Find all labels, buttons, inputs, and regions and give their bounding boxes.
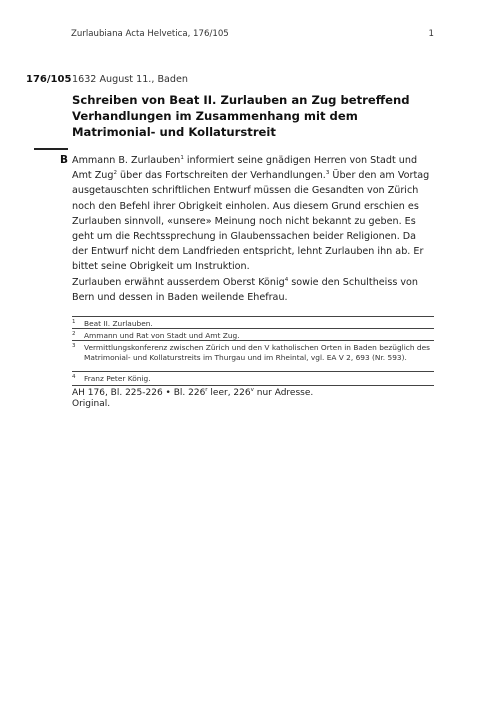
footnote-4 — [72, 371, 434, 386]
source-line-2: Original. — [72, 399, 111, 410]
summary-text-run: Über den am Vortag ausgetauschten schriftlichen Entwurf müssen die Gesandten von Zürich noch den Befehl ihrer Obrigkeit einholen. Aus diesem Grund erschien es Zurlauben sinnvoll, «unsere» Meinung noch nicht bekannt zu geben. Es geht um die Rechtssprechung in Glaubenssachen beider Religionen. Da der Entwurf nicht dem Landfrieden entspricht, lehnt Zurlauben ihn ab. Er bittet seine Obrigkeit um Instruktion. — [72, 170, 430, 273]
source-line-1 — [72, 388, 434, 399]
summary-text-run: Zurlauben erwähnt ausserdem Oberst König — [72, 276, 285, 288]
verso-mark: v — [250, 387, 254, 393]
document-date-place: 1632 August 11., Baden — [72, 74, 188, 85]
footnote-text: Franz Peter König. — [84, 374, 151, 383]
footnote-text: Beat II. Zurlauben. — [84, 319, 153, 328]
summary-text-run: informiert seine gnädigen Herren von Stadt und Amt Zug — [72, 155, 418, 182]
summary-text-run: sowie den Schultheiss von Bern und dessen in Baden weilende Ehefrau. — [72, 276, 419, 303]
footnote-number: 2 — [72, 331, 76, 337]
footnote-3 — [72, 340, 434, 372]
summary-paragraph-1 — [72, 153, 434, 275]
footnote-number: 4 — [72, 374, 76, 380]
page-number: 1 — [428, 29, 434, 39]
source-text-run: AH 176, Bl. 225-226 • Bl. 226 — [72, 388, 206, 398]
footnote-ref-2[interactable]: 2 — [113, 170, 117, 177]
document-heading: Schreiben von Beat II. Zurlauben an Zug betreffend Verhandlungen im Zusammenhang mit dem Matrimonial- und Kollaturstreit — [72, 93, 410, 139]
footnote-ref-3[interactable]: 3 — [325, 170, 330, 177]
footnote-ref-4[interactable]: 4 — [284, 276, 289, 283]
footnote-text: Ammann und Rat von Stadt und Amt Zug. — [84, 331, 240, 340]
document-number: 176/105 — [26, 74, 72, 85]
source-text-run: leer, 226 — [207, 388, 251, 398]
section-label: B — [60, 154, 69, 166]
summary-text-run: über das Fortschreiten der Verhandlungen. — [116, 170, 326, 182]
footnote-number: 1 — [72, 319, 76, 325]
footnote-number: 3 — [72, 343, 76, 349]
summary-paragraph-2 — [72, 275, 434, 305]
source-text-run: nur Adresse. — [253, 388, 314, 398]
summary-text-run: Ammann B. Zurlauben — [72, 155, 181, 166]
source-reference — [72, 385, 434, 410]
running-header-title: Zurlaubiana Acta Helvetica, 176/105 — [71, 29, 229, 39]
summary-text — [72, 153, 434, 305]
footnote-text: Vermittlungskonferenz zwischen Zürich und den V katholischen Orten in Baden bezüglich des Matrimonial- und Kollaturstreits im Thurgau und im Rheintal, vgl. EA V 2, 693 (Nr. 593). — [84, 343, 430, 362]
section-rule — [34, 148, 68, 150]
recto-mark: r — [205, 387, 208, 393]
footnote-ref-1[interactable]: 1 — [180, 154, 184, 161]
